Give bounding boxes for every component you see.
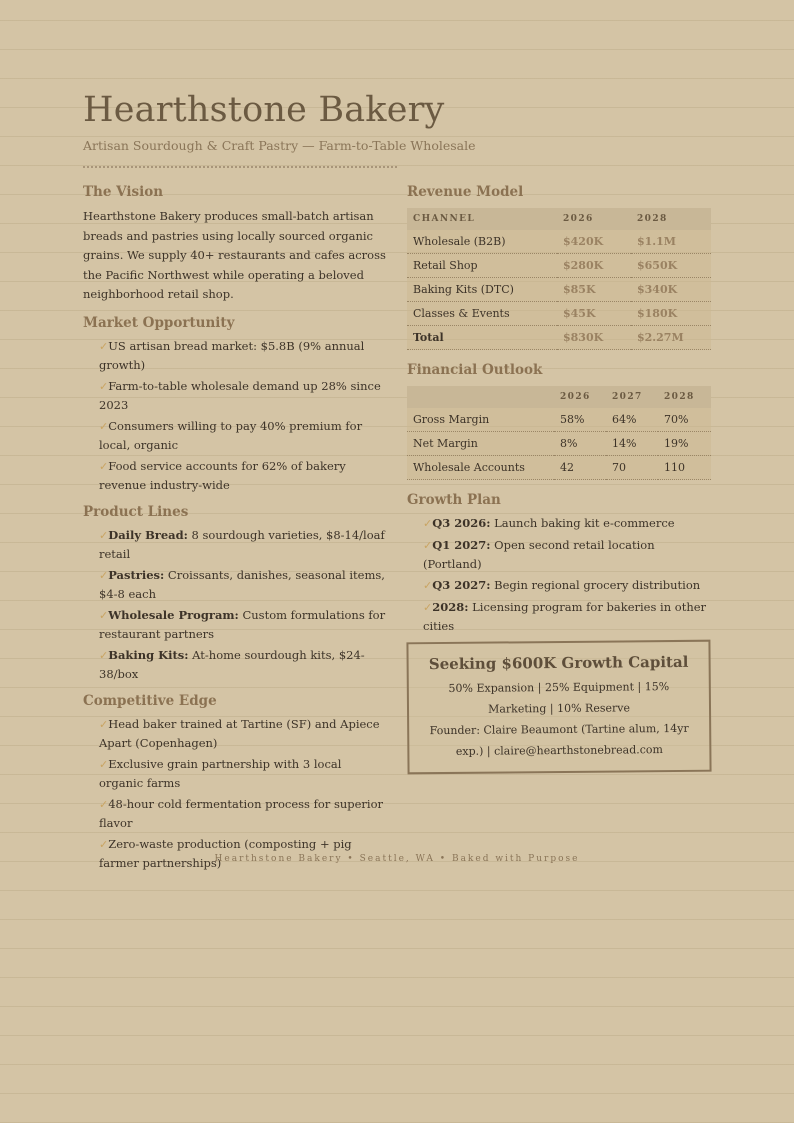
section-heading: Growth Plan bbox=[407, 492, 501, 508]
vision-paragraph: Hearthstone Bakery produces small-batch artisan breads and pastries using locally sourced organic grains. We supply 40+ restaurants and cafes across the Pacific Northwest while operating a beloved neighborhood retail shop. bbox=[83, 209, 386, 301]
check-icon: ✓ bbox=[99, 459, 109, 473]
list-item: ✓Consumers willing to pay 40% premium for local, organic bbox=[99, 418, 363, 452]
column-header: 2026 bbox=[554, 386, 606, 408]
column-header: 2027 bbox=[606, 386, 658, 408]
metric-cell: Wholesale Accounts bbox=[407, 456, 554, 480]
table-row-total bbox=[407, 326, 711, 350]
value-cell: $650K bbox=[631, 254, 711, 278]
dotted-divider bbox=[83, 166, 397, 168]
check-icon: ✓ bbox=[99, 837, 109, 851]
item-label: 2028: bbox=[432, 600, 469, 614]
list-item: ✓Food service accounts for 62% of bakery revenue industry-wide bbox=[99, 458, 346, 492]
value-cell: $1.1M bbox=[631, 230, 711, 254]
value-cell: 19% bbox=[658, 432, 711, 456]
value-cell: $830K bbox=[557, 326, 631, 350]
list-item: ✓Farm-to-table wholesale demand up 28% since 2023 bbox=[99, 378, 381, 412]
list-item: ✓2028: Licensing program for bakeries in other cities bbox=[423, 600, 707, 633]
check-icon: ✓ bbox=[99, 797, 109, 811]
value-cell: 42 bbox=[554, 456, 606, 480]
check-icon: ✓ bbox=[99, 528, 109, 542]
table-header-row bbox=[407, 208, 711, 230]
section-heading: Revenue Model bbox=[407, 184, 524, 200]
right-column bbox=[407, 182, 711, 878]
item-label: Q1 2027: bbox=[432, 538, 491, 552]
check-icon: ✓ bbox=[99, 757, 109, 771]
list-item: ✓Zero-waste production (composting + pig farmer partnerships) bbox=[99, 836, 352, 870]
channel-cell: Wholesale (B2B) bbox=[407, 230, 557, 254]
item-label: Baking Kits: bbox=[108, 647, 189, 662]
check-icon: ✓ bbox=[423, 579, 433, 592]
table-row bbox=[407, 230, 711, 254]
list-item: ✓US artisan bread market: $5.8B (9% annual growth) bbox=[99, 338, 365, 372]
channel-cell: Retail Shop bbox=[407, 254, 557, 278]
two-column-layout bbox=[83, 182, 711, 878]
list-item: ✓Q1 2027: Open second retail location (Portland) bbox=[423, 538, 655, 571]
page-footer: Hearthstone Bakery • Seattle, WA • Baked with Purpose bbox=[214, 854, 580, 864]
founder-contact: Founder: Claire Beaumont (Tartine alum, 14yr exp.) | claire@hearthstonebread.com bbox=[429, 721, 689, 758]
column-header bbox=[407, 386, 554, 408]
column-header: 2028 bbox=[658, 386, 711, 408]
check-icon: ✓ bbox=[423, 517, 433, 530]
section-growth-plan bbox=[407, 490, 711, 635]
check-icon: ✓ bbox=[99, 379, 109, 393]
document-page bbox=[83, 88, 711, 878]
value-cell: 110 bbox=[658, 456, 711, 480]
table-row bbox=[407, 408, 711, 432]
section-revenue-model bbox=[407, 182, 711, 350]
growth-list bbox=[407, 514, 711, 635]
value-cell: 58% bbox=[554, 408, 606, 432]
channel-cell: Classes & Events bbox=[407, 302, 557, 326]
check-icon: ✓ bbox=[99, 339, 109, 353]
section-competitive-edge bbox=[83, 691, 389, 872]
metric-cell: Net Margin bbox=[407, 432, 554, 456]
table-header-row bbox=[407, 386, 711, 408]
item-label: Daily Bread: bbox=[108, 527, 188, 542]
check-icon: ✓ bbox=[99, 648, 109, 662]
value-cell: $180K bbox=[631, 302, 711, 326]
item-label: Q3 2027: bbox=[432, 578, 491, 592]
section-heading: The Vision bbox=[83, 184, 164, 200]
column-header: 2026 bbox=[557, 208, 631, 230]
value-cell: $420K bbox=[557, 230, 631, 254]
list-item: ✓Head baker trained at Tartine (SF) and Apiece Apart (Copenhagen) bbox=[99, 716, 380, 750]
column-header: 2028 bbox=[631, 208, 711, 230]
capital-callout-box bbox=[406, 640, 711, 775]
check-icon: ✓ bbox=[423, 601, 433, 614]
left-column bbox=[83, 182, 389, 878]
outlook-table bbox=[407, 386, 711, 480]
list-item: ✓Q3 2027: Begin regional grocery distribution bbox=[423, 578, 701, 592]
check-icon: ✓ bbox=[423, 539, 433, 552]
value-cell: 14% bbox=[606, 432, 658, 456]
item-label: Q3 2026: bbox=[432, 516, 491, 530]
value-cell: 70 bbox=[606, 456, 658, 480]
check-icon: ✓ bbox=[99, 419, 109, 433]
table-row bbox=[407, 456, 711, 480]
value-cell: $340K bbox=[631, 278, 711, 302]
value-cell: $280K bbox=[557, 254, 631, 278]
table-row bbox=[407, 432, 711, 456]
section-market-opportunity bbox=[83, 313, 389, 494]
revenue-table bbox=[407, 208, 711, 350]
item-label: Pastries: bbox=[108, 567, 165, 582]
list-item: ✓Wholesale Program: Custom formulations for restaurant partners bbox=[99, 607, 386, 641]
section-vision bbox=[83, 182, 389, 305]
channel-cell: Baking Kits (DTC) bbox=[407, 278, 557, 302]
market-list bbox=[83, 337, 389, 494]
item-label: Wholesale Program: bbox=[108, 607, 239, 622]
list-item: ✓Q3 2026: Launch baking kit e-commerce bbox=[423, 516, 675, 530]
page-title: Hearthstone Bakery bbox=[83, 90, 445, 130]
check-icon: ✓ bbox=[99, 608, 109, 622]
capital-title: Seeking $600K Growth Capital bbox=[428, 652, 689, 674]
value-cell: 64% bbox=[606, 408, 658, 432]
list-item: ✓Pastries: Croissants, danishes, seasonal items, $4-8 each bbox=[99, 567, 385, 601]
capital-allocation: 50% Expansion | 25% Equipment | 15% Marketing | 10% Reserve bbox=[448, 680, 670, 716]
value-cell: 70% bbox=[658, 408, 711, 432]
metric-cell: Gross Margin bbox=[407, 408, 554, 432]
section-financial-outlook bbox=[407, 360, 711, 480]
table-row bbox=[407, 278, 711, 302]
section-heading: Market Opportunity bbox=[83, 314, 235, 331]
section-heading: Competitive Edge bbox=[83, 692, 217, 709]
value-cell: $45K bbox=[557, 302, 631, 326]
list-item: ✓Baking Kits: At-home sourdough kits, $24-38/box bbox=[99, 647, 365, 681]
section-heading: Financial Outlook bbox=[407, 362, 543, 378]
table-row bbox=[407, 302, 711, 326]
column-header: CHANNEL bbox=[407, 208, 557, 230]
value-cell: 8% bbox=[554, 432, 606, 456]
value-cell: $2.27M bbox=[631, 326, 711, 350]
edge-list bbox=[83, 715, 389, 872]
product-list bbox=[83, 526, 389, 683]
check-icon: ✓ bbox=[99, 717, 109, 731]
section-product-lines bbox=[83, 502, 389, 683]
page-subtitle: Artisan Sourdough & Craft Pastry — Farm-to-Table Wholesale bbox=[83, 138, 476, 153]
value-cell: $85K bbox=[557, 278, 631, 302]
list-item: ✓Exclusive grain partnership with 3 local organic farms bbox=[99, 756, 342, 790]
channel-cell: Total bbox=[407, 326, 557, 350]
check-icon: ✓ bbox=[99, 568, 109, 582]
list-item: ✓Daily Bread: 8 sourdough varieties, $8-14/loaf retail bbox=[99, 527, 385, 561]
table-row bbox=[407, 254, 711, 278]
section-heading: Product Lines bbox=[83, 503, 189, 520]
list-item: ✓48-hour cold fermentation process for superior flavor bbox=[99, 796, 384, 830]
